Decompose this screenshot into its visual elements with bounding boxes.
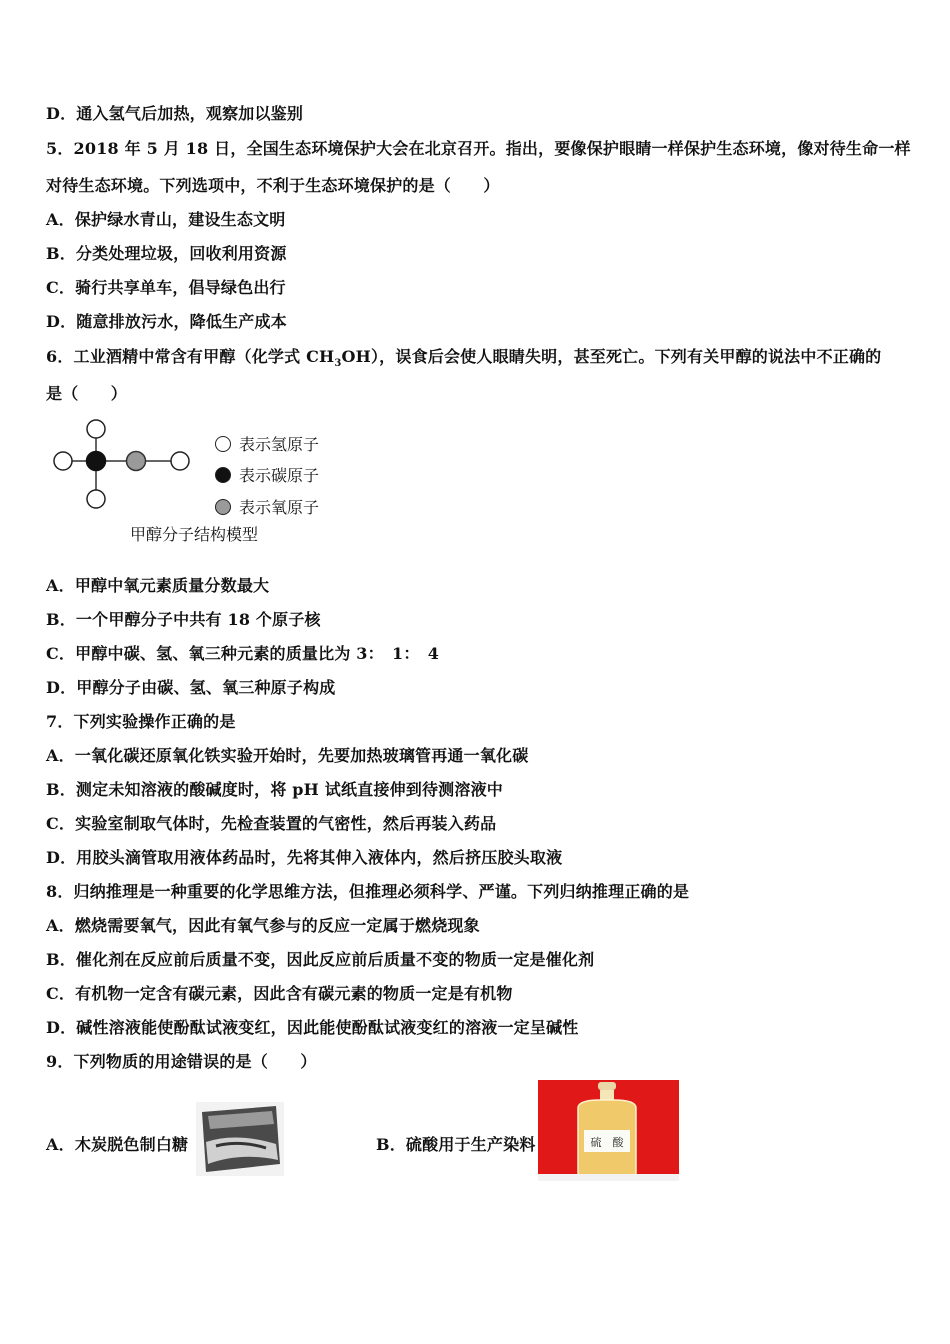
q9-stem: 9．下列物质的用途错误的是（ ） (46, 1052, 317, 1071)
legend-carbon-icon (215, 467, 231, 483)
q6-stem-subscript: 3 (334, 358, 342, 370)
hydrogen-atom-top (87, 420, 105, 438)
legend-carbon (215, 463, 319, 486)
q6-option-d: D．甲醇分子由碳、氢、氧三种原子构成 (46, 678, 336, 697)
hydrogen-atom-left (54, 452, 72, 470)
q6-option-c: C．甲醇中碳、氢、氧三种元素的质量比为 3： 1： 4 (46, 644, 440, 663)
oxygen-atom (127, 452, 146, 471)
q5-option-c: C．骑行共享单车，倡导绿色出行 (46, 278, 286, 297)
q8-option-d: D．碱性溶液能使酚酞试液变红，因此能使酚酞试液变红的溶液一定呈碱性 (46, 1018, 579, 1037)
q7-option-a: A．一氧化碳还原氧化铁实验开始时，先要加热玻璃管再通一氧化碳 (46, 746, 529, 765)
q9-option-b: B．硫酸用于生产染料 (376, 1135, 536, 1154)
sulfuric-acid-bottle-image (538, 1080, 679, 1181)
charcoal-bag-image (196, 1102, 284, 1176)
q8-option-b: B．催化剂在反应前后质量不变，因此反应前后质量不变的物质一定是催化剂 (46, 950, 595, 969)
q7-option-c: C．实验室制取气体时，先检查装置的气密性，然后再装入药品 (46, 814, 497, 833)
q8-option-c: C．有机物一定含有碳元素，因此含有碳元素的物质一定是有机物 (46, 984, 513, 1003)
q6-stem-line2: 是（ ） (46, 384, 128, 403)
q7-option-b: B．测定未知溶液的酸碱度时，将 pH 试纸直接伸到待测溶液中 (46, 780, 503, 799)
legend-hydrogen-label: 表示氢原子 (239, 435, 320, 454)
legend-hydrogen-icon (215, 436, 231, 452)
figure-caption: 甲醇分子结构模型 (130, 525, 259, 544)
q8-stem: 8．归纳推理是一种重要的化学思维方法，但推理必须科学、严谨。下列归纳推理正确的是 (46, 882, 690, 901)
hydrogen-atom-right (171, 452, 189, 470)
q7-option-d: D．用胶头滴管取用液体药品时，先将其伸入液体内，然后挤压胶头取液 (46, 848, 563, 867)
bottle-stopper (598, 1082, 616, 1090)
q6-option-a: A．甲醇中氧元素质量分数最大 (46, 576, 270, 595)
legend-oxygen-label: 表示氧原子 (239, 498, 320, 517)
q6-option-b: B．一个甲醇分子中共有 18 个原子核 (46, 610, 321, 629)
q7-stem: 7．下列实验操作正确的是 (46, 712, 236, 731)
q5-option-a: A．保护绿水青山，建设生态文明 (46, 210, 286, 229)
legend-oxygen-icon (215, 499, 231, 515)
q6-stem-part-a: 6．工业酒精中常含有甲醇（化学式 CH (46, 347, 335, 366)
legend-oxygen (215, 495, 319, 518)
methanol-molecule-model (48, 418, 198, 518)
q4-option-d: D．通入氢气后加热，观察加以鉴别 (46, 104, 304, 123)
q6-stem-line1 (46, 344, 881, 369)
q5-stem-line1: 5．2018 年 5 月 18 日，全国生态环境保护大会在北京召开。指出，要像保护眼睛一样保护生态环境，像对待生命一样 (46, 139, 911, 158)
q9-option-a: A．木炭脱色制白糖 (46, 1135, 189, 1154)
carbon-atom (87, 452, 106, 471)
q6-stem-part-b: OH），误食后会使人眼睛失明，甚至死亡。下列有关甲醇的说法中不正确的 (341, 347, 882, 366)
legend-hydrogen (215, 432, 319, 455)
legend-carbon-label: 表示碳原子 (239, 466, 320, 485)
bottle-image-bottom-strip (538, 1174, 679, 1181)
bottle-label-text: 硫 酸 (590, 1136, 624, 1149)
q8-option-a: A．燃烧需要氧气，因此有氧气参与的反应一定属于燃烧现象 (46, 916, 480, 935)
q5-option-b: B．分类处理垃圾，回收利用资源 (46, 244, 287, 263)
hydrogen-atom-bottom (87, 490, 105, 508)
q5-option-d: D．随意排放污水，降低生产成本 (46, 312, 287, 331)
q5-stem-line2: 对待生态环境。下列选项中，不利于生态环境保护的是（ ） (46, 176, 500, 195)
